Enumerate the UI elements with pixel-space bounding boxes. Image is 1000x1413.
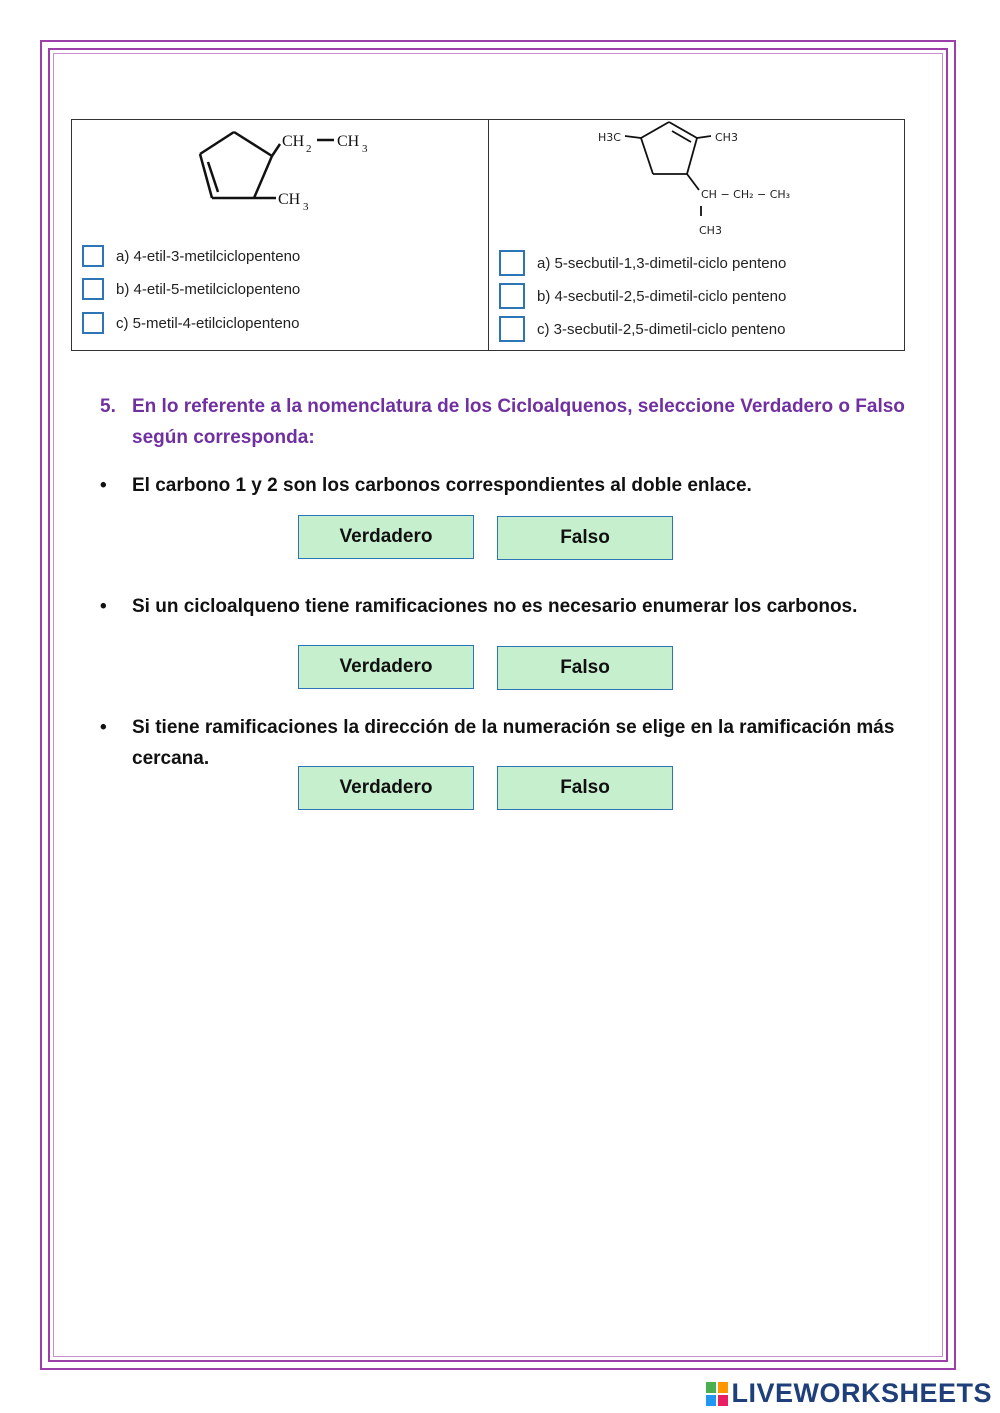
option-2b[interactable] <box>499 283 786 309</box>
svg-text:CH: CH <box>337 133 360 150</box>
option-label: c) 3-secbutil-2,5-dimetil-ciclo penteno <box>537 320 786 338</box>
true-button-2[interactable]: Verdadero <box>298 645 474 689</box>
brand-text: LIVEWORKSHEETS <box>731 1378 992 1408</box>
false-button-3[interactable]: Falso <box>497 766 673 810</box>
svg-text:CH3: CH3 <box>715 131 738 144</box>
option-1c[interactable] <box>82 312 299 334</box>
option-label: c) 5-metil-4-etilciclopenteno <box>116 314 300 332</box>
option-2c[interactable] <box>499 316 785 342</box>
statement-text: Si tiene ramificaciones la dirección de la numeración se elige en la ramificación más cercana. <box>132 717 895 769</box>
true-button-3[interactable]: Verdadero <box>298 766 474 810</box>
option-1a[interactable] <box>82 245 300 267</box>
question-4-table <box>71 119 905 351</box>
checkbox[interactable] <box>82 278 104 300</box>
statement-text: El carbono 1 y 2 son los carbonos correspondientes al doble enlace. <box>132 475 752 496</box>
bullet: • <box>100 596 107 617</box>
bullet: • <box>100 717 107 738</box>
option-label: b) 4-secbutil-2,5-dimetil-ciclo penteno <box>537 287 787 305</box>
true-button-1[interactable]: Verdadero <box>298 515 474 559</box>
svg-text:2: 2 <box>306 143 312 155</box>
molecule-2-structure <box>595 116 795 236</box>
checkbox[interactable] <box>82 245 104 267</box>
option-2a[interactable] <box>499 250 786 276</box>
checkbox[interactable] <box>82 312 104 334</box>
question-4-right-cell <box>489 120 904 350</box>
statement-text: Si un cicloalqueno tiene ramificaciones no es necesario enumerar los carbonos. <box>132 596 858 617</box>
checkbox[interactable] <box>499 250 525 276</box>
question-prompt: En lo referente a la nomenclatura de los Cicloalquenos, seleccione Verdadero o Falso según corresponda: <box>132 396 905 448</box>
svg-text:H3C: H3C <box>598 131 621 144</box>
svg-text:3: 3 <box>303 201 309 213</box>
option-label: b) 4-etil-5-metilciclopenteno <box>116 280 301 298</box>
svg-text:CH: CH <box>278 191 301 208</box>
bullet: • <box>100 475 107 496</box>
svg-text:CH: CH <box>282 133 305 150</box>
option-1b[interactable] <box>82 278 300 300</box>
liveworksheets-logo-icon <box>706 1382 728 1406</box>
svg-text:CH3: CH3 <box>699 224 722 236</box>
svg-text:CH − CH₂ − CH₃: CH − CH₂ − CH₃ <box>701 188 791 201</box>
option-label: a) 5-secbutil-1,3-dimetil-ciclo penteno <box>537 254 787 272</box>
option-label: a) 4-etil-3-metilciclopenteno <box>116 247 301 265</box>
checkbox[interactable] <box>499 283 525 309</box>
question-4-left-cell <box>72 120 489 350</box>
false-button-1[interactable]: Falso <box>497 516 673 560</box>
checkbox[interactable] <box>499 316 525 342</box>
svg-text:3: 3 <box>362 143 368 155</box>
question-number: 5. <box>100 396 116 417</box>
liveworksheets-brand <box>706 1378 992 1409</box>
molecule-1-structure <box>182 126 382 222</box>
false-button-2[interactable]: Falso <box>497 646 673 690</box>
